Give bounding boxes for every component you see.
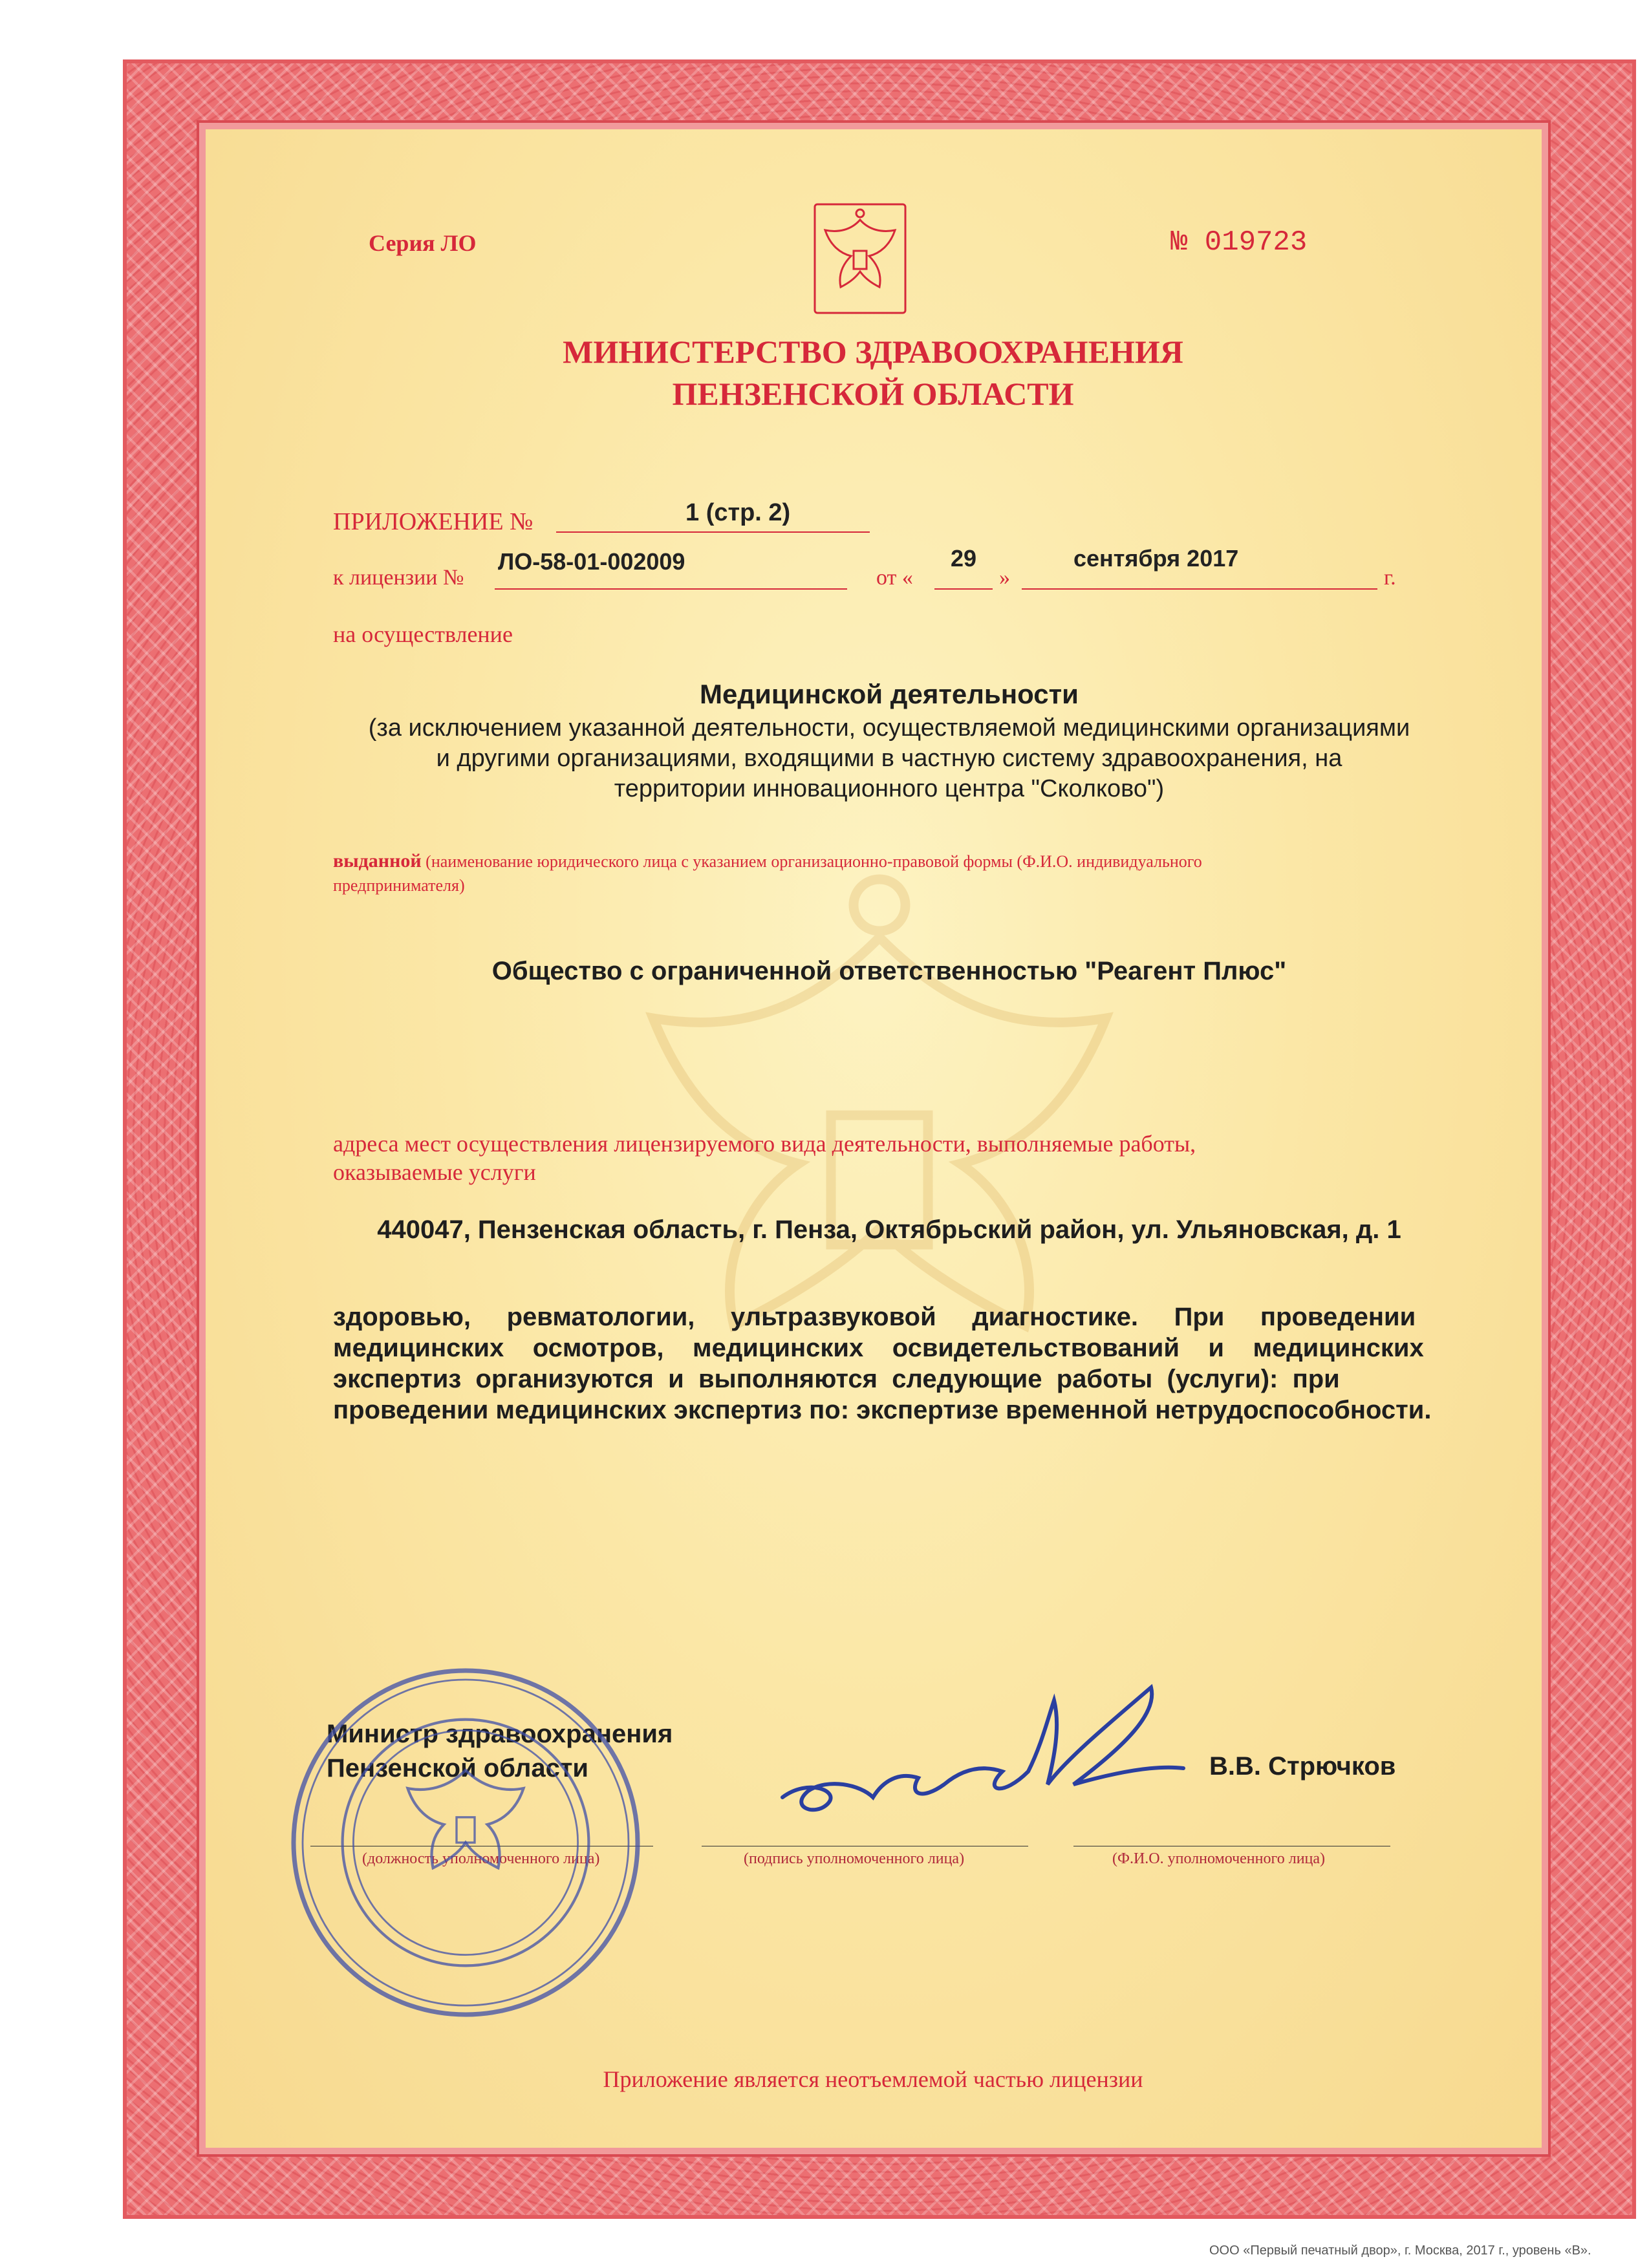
address-label-1: адреса мест осуществления лицензируемого вида деятельности, выполняемые работы, [333,1131,1196,1157]
ministry-title-line2: ПЕНЗЕНСКОЙ ОБЛАСТИ [672,376,1074,412]
issued-label-rest: (наименование юридического лица с указанием организационно-правовой формы (Ф.И.О. индивидуального [421,852,1202,871]
license-day: 29 [951,545,977,572]
issued-label [333,850,1202,872]
handwritten-signature-icon [770,1662,1190,1830]
signer-name: В.В. Стрючков [1209,1752,1396,1781]
appendix-underline [556,531,870,533]
from-close: » [999,566,1010,590]
license-value: ЛО-58-01-002009 [498,548,685,575]
license-number: № 019723 [1170,226,1308,259]
license-underline [495,588,847,590]
appendix-label: ПРИЛОЖЕНИЕ № [333,508,534,535]
official-stamp-icon [285,1662,647,2024]
caption-name: (Ф.И.О. уполномоченного лица) [1112,1850,1326,1867]
ministry-title-line1: МИНИСТЕРСТВО ЗДРАВООХРАНЕНИЯ [563,334,1183,370]
from-label: от « [876,566,913,590]
activity-label: на осуществление [333,621,513,647]
footer-note: Приложение является неотъемлемой частью лицензии [603,2066,1143,2092]
license-month-year: сентября 2017 [1073,545,1239,572]
signer-position-2: Пензенской области [327,1754,589,1782]
year-suffix: г. [1384,566,1396,590]
services-line-3: экспертиз организуются и выполняются следующие работы (услуги): при [333,1365,1340,1393]
address-value: 440047, Пензенская область, г. Пенза, Октябрьский район, ул. Ульяновская, д. 1 [377,1215,1401,1244]
month-underline [1022,588,1377,590]
appendix-value: 1 (стр. 2) [685,499,791,526]
activity-desc-3: территории инновационного центра "Сколково") [614,775,1165,802]
signer-position-1: Министр здравоохранения [327,1720,673,1748]
coat-of-arms-icon [802,194,918,323]
printer-info: ООО «Первый печатный двор», г. Москва, 2017 г., уровень «В». [1209,2243,1591,2258]
issued-label-bold: выданной [333,850,422,872]
services-line-4: проведении медицинских экспертиз по: экспертизе временной нетрудоспособности. [333,1396,1432,1424]
caption-position: (должность уполномоченного лица) [362,1850,600,1867]
day-underline [934,588,993,590]
activity-desc-2: и другими организациями, входящими в частную систему здравоохранения, на [436,745,1342,772]
caption-signature: (подпись уполномоченного лица) [744,1850,965,1867]
issued-label-line2: предпринимателя) [333,876,465,895]
address-label-2: оказываемые услуги [333,1159,536,1185]
activity-title: Медицинской деятельности [700,679,1079,709]
services-line-1: здоровью, ревматологии, ультразвуковой диагностике. При проведении [333,1303,1416,1331]
activity-desc-1: (за исключением указанной деятельности, осуществляемой медицинскими организациями [368,714,1410,742]
services-line-2: медицинских осмотров, медицинских освидетельствований и медицинских [333,1334,1424,1362]
company-name: Общество с ограниченной ответственностью "Реагент Плюс" [491,957,1287,985]
license-label: к лицензии № [333,566,464,590]
series-label: Серия ЛО [369,230,477,256]
